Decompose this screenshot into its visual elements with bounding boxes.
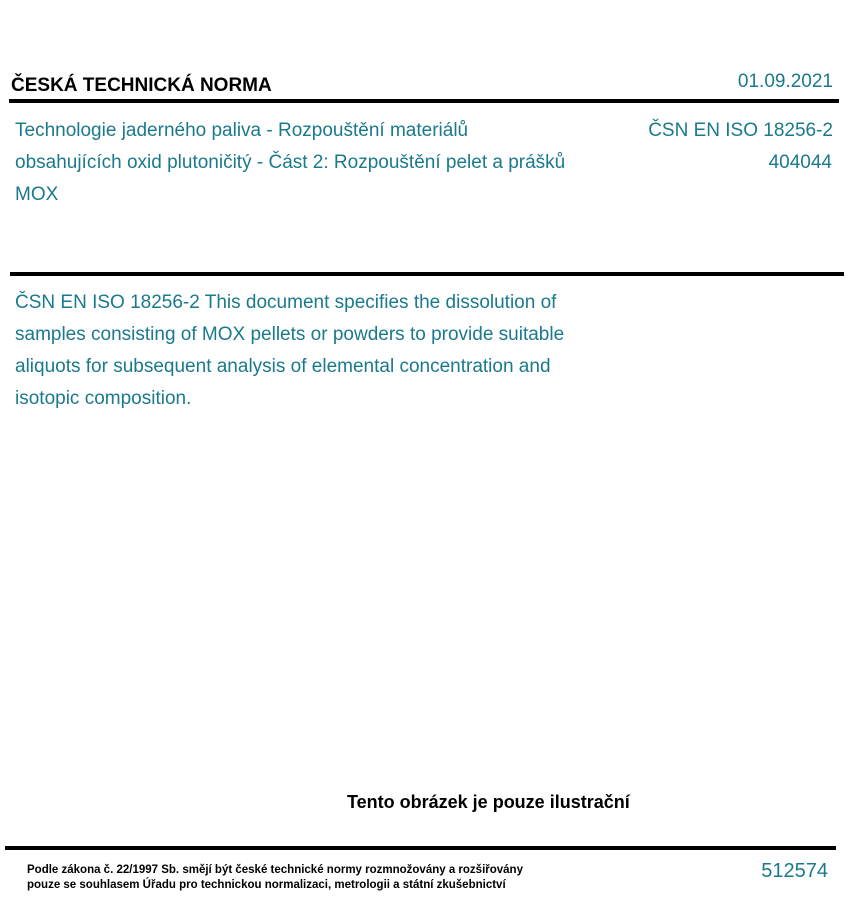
abstract-text: ČSN EN ISO 18256-2 This document specifies the dissolution of samples consisting of MOX pellets or powders to provide suitable aliquots for subsequent analysis of elemental concentration and isotopic composition. <box>15 292 565 409</box>
norm-label: ČESKÁ TECHNICKÁ NORMA <box>11 75 272 96</box>
document-number: 512574 <box>761 860 828 882</box>
standard-class-number: 404044 <box>768 152 832 173</box>
standard-code: ČSN EN ISO 18256-2 <box>648 120 833 141</box>
legal-notice-line-2: pouze se souhlasem Úřadu pro technickou normalizaci, metrologii a státní zkušebnictví <box>27 879 506 891</box>
illustration-note: Tento obrázek je pouze ilustrační <box>347 792 630 812</box>
legal-notice <box>27 863 587 893</box>
legal-notice-line-1: Podle zákona č. 22/1997 Sb. smějí být české technické normy rozmnožovány a rozšiřovány <box>27 864 523 876</box>
middle-divider <box>10 272 844 276</box>
top-divider <box>9 99 839 103</box>
standard-title: Technologie jaderného paliva - Rozpouštění materiálů obsahujících oxid plutoničitý - Část 2: Rozpouštění pelet a prášků MOX <box>15 120 566 205</box>
publication-date: 01.09.2021 <box>737 71 833 92</box>
bottom-divider <box>5 846 836 850</box>
